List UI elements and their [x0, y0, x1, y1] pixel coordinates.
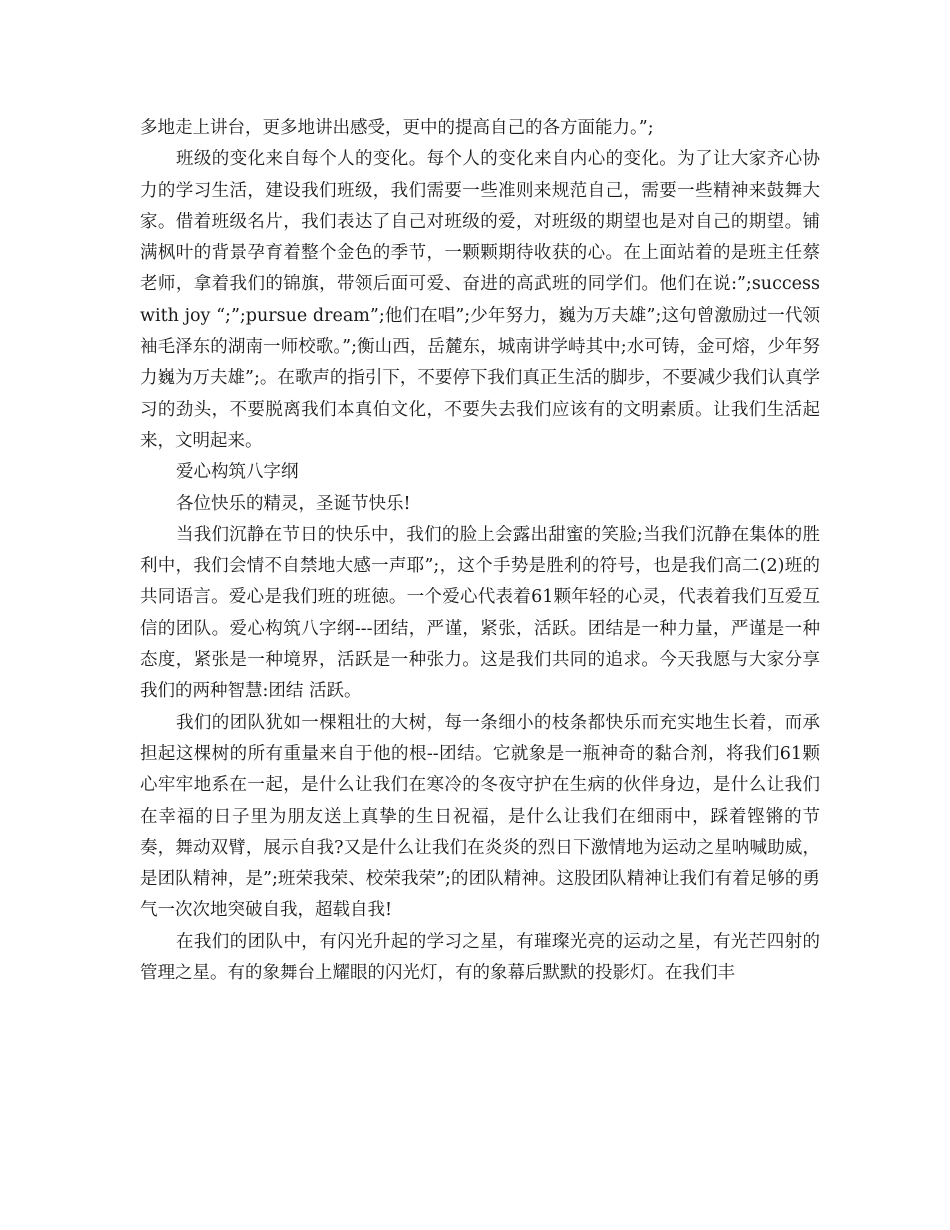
paragraph: 当我们沉静在节日的快乐中，我们的脸上会露出甜蜜的笑脸;当我们沉静在集体的胜利中，我们会情不自禁地大感一声耶”;，这个手势是胜利的符号，也是我们高二(2)班的共同语言。爱心是我们班的班徳。一个爱心代表着61颗年轻的心灵，代表着我们互爱互信的团队。爱心构筑八字纲---团结，严谨，紧张，活跃。团结是一种力量，严谨是一种态度，紧张是一种境界，活跃是一种张力。这是我们共同的追求。今天我愿与大家分享我们的两种智慧:团结 活跃。	[140, 524, 820, 702]
greeting-line: 各位快乐的精灵，圣诞节快乐!	[176, 493, 411, 514]
document-body	[140, 113, 820, 989]
paragraph: 班级的变化来自每个人的变化。每个人的变化来自内心的变化。为了让大家齐心协力的学习生活，建设我们班级，我们需要一些准则来规范自己，需要一些精神来鼓舞大家。借着班级名片，我们表达了自己对班级的爱，对班级的期望也是对自己的期望。铺满枫叶的背景孕育着整个金色的季节，一颗颗期待收获的心。在上面站着的是班主任蔡老师，拿着我们的锦旗，带领后面可爱、奋进的高武班的同学们。他们在说:”;success with joy “;”;pursue dream”;他们在唱”;少年努力，巍为万夫雄”;这句曾激励过一代领袖毛泽东的湖南一师校歌。”;衡山西，岳麓东，城南讲学峙其中;水可铸，金可熔，少年努力巍为万夫雄”;。在歌声的指引下，不要停下我们真正生活的脚步，不要减少我们认真学习的劲头，不要脱离我们本真伯文化，不要失去我们应该有的文明素质。让我们生活起来，文明起来。	[140, 149, 820, 451]
section-heading: 爱心构筑八字纲	[176, 462, 299, 483]
paragraph: 多地走上讲台，更多地讲出感受，更中的提高自己的各方面能力。”;	[140, 118, 654, 138]
paragraph: 在我们的团队中，有闪光升起的学习之星，有璀璨光亮的运动之星，有光芒四射的管理之星。有的象舞台上耀眼的闪光灯，有的象幕后默默的投影灯。在我们丰	[140, 931, 820, 984]
paragraph: 我们的团队犹如一棵粗壮的大树，每一条细小的枝条都快乐而充实地生长着，而承担起这棵树的所有重量来自于他的根--团结。它就象是一瓶神奇的黏合剂，将我们61颗心牢牢地系在一起，是什么让我们在寒冷的冬夜守护在生病的伙伴身边，是什么让我们在幸福的日子里为朋友送上真挚的生日祝福，是什么让我们在细雨中，踩着铿锵的节奏，舞动双臂，展示自我?又是什么让我们在炎炎的烈日下激情地为运动之星呐喊助威，是团队精神，是”;班荣我荣、校荣我荣”;的团队精神。这股团队精神让我们有着足够的勇气一次次地突破自我，超载自我!	[140, 712, 820, 921]
